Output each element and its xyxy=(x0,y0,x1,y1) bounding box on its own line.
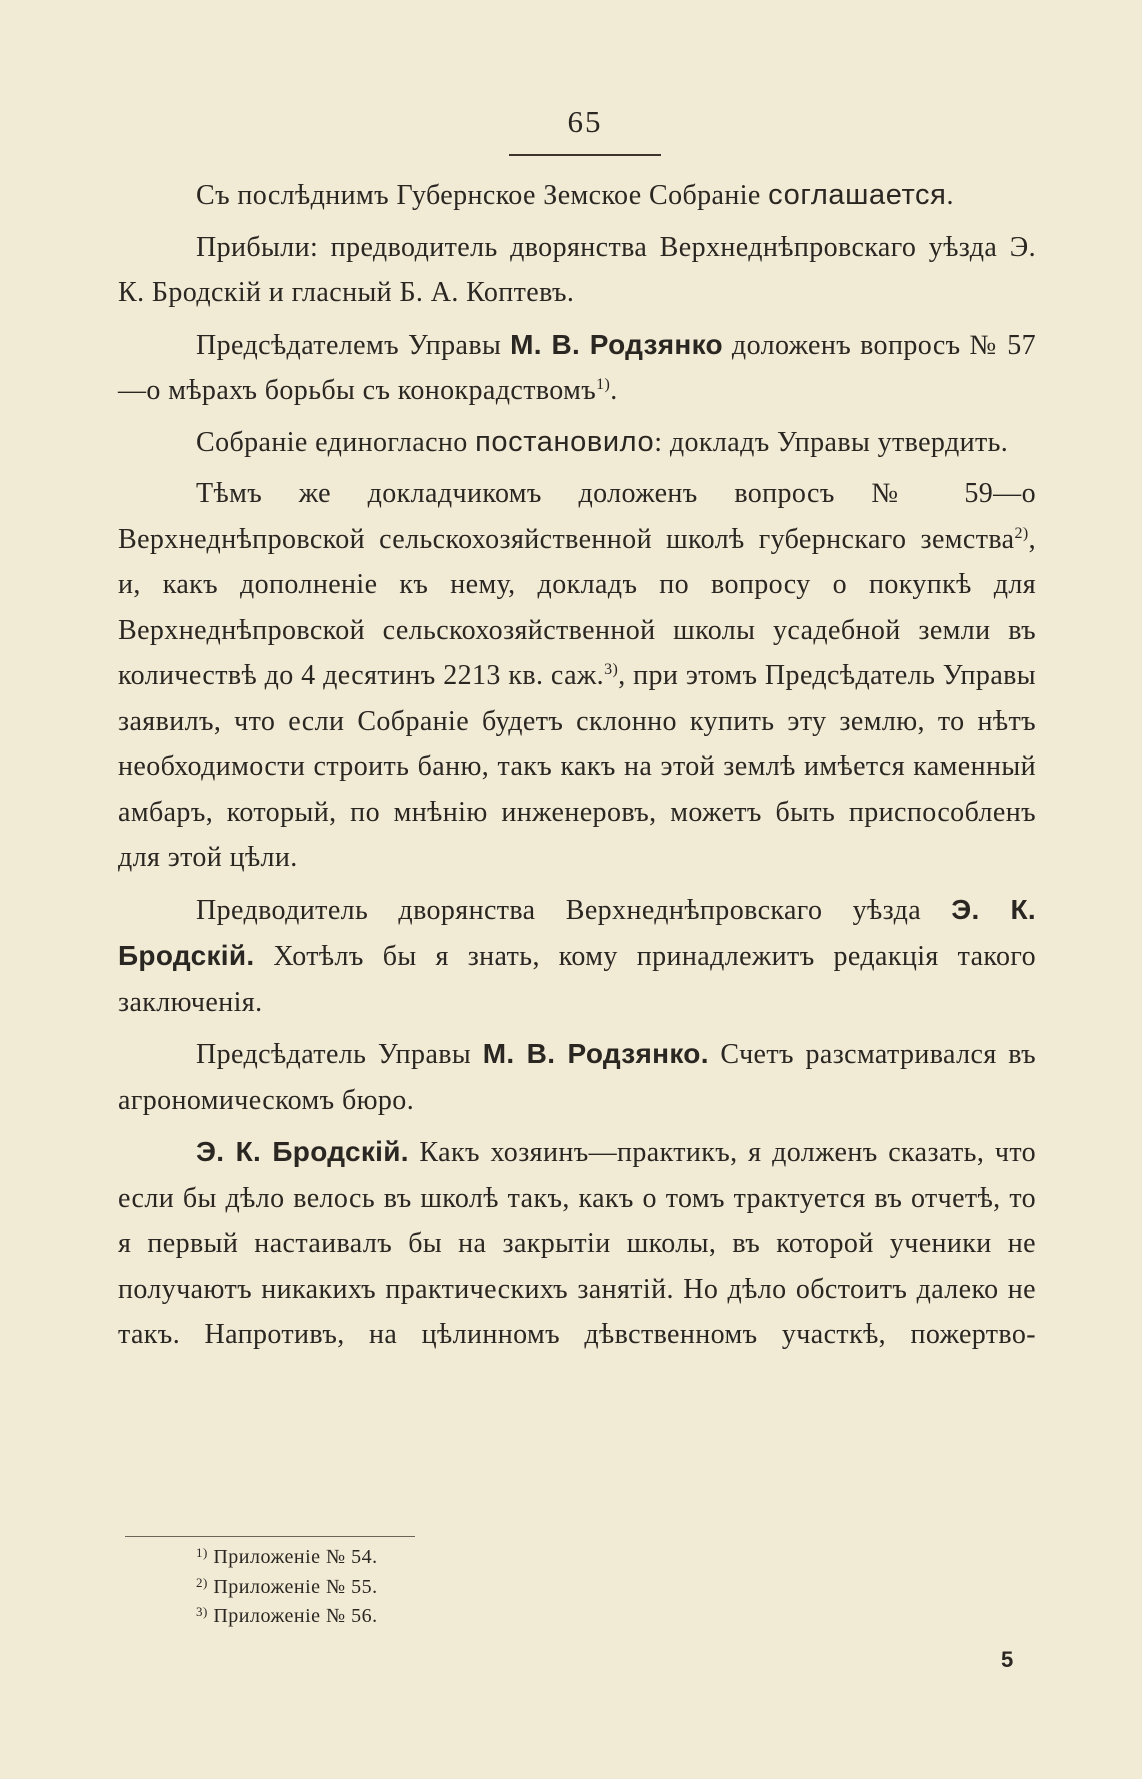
footnote-ref: 2) xyxy=(1014,524,1029,542)
footnote-text: Приложеніе № 55. xyxy=(207,1575,378,1598)
footnote-rule xyxy=(125,1536,415,1537)
paragraph xyxy=(118,173,1036,219)
footnote-text: Приложеніе № 54. xyxy=(207,1546,378,1568)
text-run: , при этомъ Предсѣдатель Управы заявилъ, что если Собраніе будетъ склонно купить эту землю, то нѣтъ необходимости строить баню, такъ какъ на этой землѣ имѣется каменный амбаръ, который, по мнѣнію инженеровъ, можетъ быть приспособленъ для этой цѣли. xyxy=(118,660,1036,873)
text-run: . xyxy=(946,180,954,211)
header-rule xyxy=(509,154,661,156)
speaker-name: М. В. Родзянко xyxy=(510,328,723,360)
speaker-name: М. В. Родзянко. xyxy=(482,1038,709,1069)
paragraph xyxy=(118,1129,1036,1358)
footnote-text: Приложеніе № 56. xyxy=(207,1605,378,1627)
paragraph xyxy=(118,225,1036,316)
text-run: Съ послѣднимъ Губернское Земское Собраніе xyxy=(196,180,769,211)
text-run: Прибыли: предводитель дворянства Верхнеднѣпровскаго уѣзда Э. К. Бродскій и гласный Б. А. Коптевъ. xyxy=(118,231,1036,308)
paragraph xyxy=(118,471,1036,881)
footnote-ref: 1) xyxy=(596,376,611,393)
paragraph xyxy=(118,420,1036,466)
text-run: соглашается xyxy=(768,179,947,211)
signature-mark: 5 xyxy=(1001,1647,1014,1672)
footnote-ref: 3) xyxy=(604,661,619,678)
body-text xyxy=(118,173,1036,1364)
footnote-mark: 3) xyxy=(196,1604,208,1619)
footnote xyxy=(196,1573,378,1603)
speaker-name: Э. К. Бродскій. xyxy=(118,893,1036,971)
page-header xyxy=(0,104,1142,156)
text-run: Тѣмъ же докладчикомъ доложенъ вопросъ № 59—о Верхнеднѣпровской сельскохозяйственной школѣ губернскаго земства xyxy=(118,478,1036,555)
footnote xyxy=(196,1543,378,1573)
text-run: Собраніе единогласно xyxy=(196,426,476,458)
footnotes xyxy=(196,1543,378,1632)
footnote xyxy=(196,1602,378,1632)
text-run: Хотѣлъ бы я знать, кому принадлежитъ редакція такого заключенія. xyxy=(118,941,1036,1018)
text-run: постановило xyxy=(475,425,655,458)
paragraph xyxy=(118,887,1036,1026)
text-run: Предсѣдатель Управы xyxy=(196,1039,483,1070)
text-run: Предсѣдателемъ Управы xyxy=(196,329,511,361)
speaker-name: Э. К. Бродскій. xyxy=(196,1136,409,1167)
text-run: Счетъ разсматривался въ агрономическомъ бюро. xyxy=(118,1039,1036,1116)
page-number: 65 xyxy=(567,104,603,139)
footnote-mark: 1) xyxy=(196,1545,208,1560)
paragraph xyxy=(118,1031,1036,1123)
paragraph xyxy=(118,322,1036,414)
text-run: . xyxy=(610,375,618,406)
text-run: Какъ хозяинъ—практикъ, я долженъ сказать, что если бы дѣло велось въ школѣ такъ, какъ о томъ трактуется въ отчетѣ, то я первый настаивалъ бы на закрытіи школы, въ которой ученики не получаютъ никакихъ практическихъ занятій. Но дѣло обстоитъ далеко не такъ. Напротивъ, на цѣлинномъ дѣвственномъ участкѣ, пожертво- xyxy=(118,1137,1036,1350)
text-run: Предводитель дворянства Верхнеднѣпровскаго уѣзда xyxy=(196,894,952,926)
text-run: доложенъ вопросъ № 57—о мѣрахъ борьбы съ конокрадствомъ xyxy=(118,329,1037,406)
footnote-mark: 2) xyxy=(196,1574,208,1590)
text-run: : докладъ Управы утвердить. xyxy=(654,426,1009,458)
text-run: , и, какъ дополненіе къ нему, докладъ по вопросу о покупкѣ для Верхнеднѣпровской сельскохозяйственной школы усадебной земли въ количествѣ до 4 десятинъ 2213 кв. саж. xyxy=(118,523,1036,691)
